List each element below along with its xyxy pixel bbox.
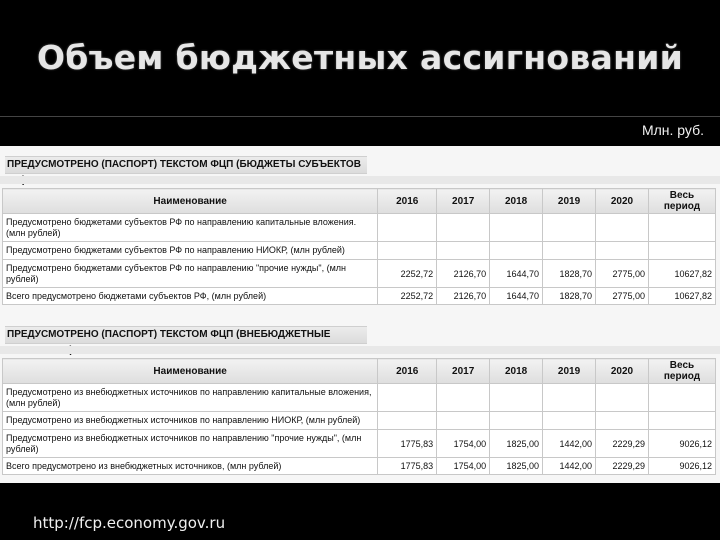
cell bbox=[490, 214, 543, 242]
cell: 1775,83 bbox=[378, 430, 437, 458]
cell: 1828,70 bbox=[543, 260, 596, 288]
cell: 1775,83 bbox=[378, 458, 437, 475]
extrabudgetary-table bbox=[2, 358, 716, 475]
cell: 2252,72 bbox=[378, 288, 437, 305]
column-header: Наименование bbox=[3, 189, 378, 214]
row-name: Всего предусмотрено бюджетами субъектов РФ, (млн рублей) bbox=[3, 288, 378, 305]
row-name: Предусмотрено бюджетами субъектов РФ по направлению капитальные вложения. (млн рублей) bbox=[3, 214, 378, 242]
cell: 1754,00 bbox=[437, 458, 490, 475]
column-header: 2017 bbox=[437, 359, 490, 384]
table-row bbox=[3, 458, 716, 475]
spreadsheet-area bbox=[0, 146, 720, 483]
cell: 9026,12 bbox=[648, 430, 715, 458]
table-header-row bbox=[3, 189, 716, 214]
cell bbox=[648, 214, 715, 242]
cell bbox=[437, 412, 490, 430]
column-header: 2019 bbox=[543, 359, 596, 384]
cell: 2775,00 bbox=[596, 260, 649, 288]
cell bbox=[437, 242, 490, 260]
section-title-extrabudgetary: ПРЕДУСМОТРЕНО (ПАСПОРТ) ТЕКСТОМ ФЦП (ВНЕБЮДЖЕТНЫЕ bbox=[5, 326, 367, 344]
cell bbox=[596, 242, 649, 260]
unit-bar bbox=[0, 116, 720, 146]
cell bbox=[437, 384, 490, 412]
cell bbox=[543, 412, 596, 430]
cell: 1828,70 bbox=[543, 288, 596, 305]
row-name: Всего предусмотрено из внебюджетных источников, (млн рублей) bbox=[3, 458, 378, 475]
cell: 1644,70 bbox=[490, 288, 543, 305]
cell bbox=[490, 242, 543, 260]
column-header: Весь период bbox=[648, 189, 715, 214]
cell: 2126,70 bbox=[437, 288, 490, 305]
slide-title: Объем бюджетных ассигнований bbox=[36, 38, 684, 77]
divider-band bbox=[0, 346, 720, 354]
row-name: Предусмотрено из внебюджетных источников по направлению капитальные вложения, (млн рублей) bbox=[3, 384, 378, 412]
column-header: 2019 bbox=[543, 189, 596, 214]
table-row bbox=[3, 260, 716, 288]
column-header: 2020 bbox=[596, 189, 649, 214]
cell: 1825,00 bbox=[490, 430, 543, 458]
column-header: 2016 bbox=[378, 359, 437, 384]
cell: 10627,82 bbox=[648, 260, 715, 288]
cell: 2229,29 bbox=[596, 430, 649, 458]
cell: 1442,00 bbox=[543, 458, 596, 475]
regional-budget-table bbox=[2, 188, 716, 305]
row-name: Предусмотрено бюджетами субъектов РФ по направлению НИОКР, (млн рублей) bbox=[3, 242, 378, 260]
table-row bbox=[3, 412, 716, 430]
cell: 1644,70 bbox=[490, 260, 543, 288]
column-header: Весь период bbox=[648, 359, 715, 384]
cell bbox=[543, 384, 596, 412]
row-name: Предусмотрено из внебюджетных источников по направлению "прочие нужды", (млн рублей) bbox=[3, 430, 378, 458]
cell: 2229,29 bbox=[596, 458, 649, 475]
cell bbox=[490, 412, 543, 430]
table-header-row bbox=[3, 359, 716, 384]
cell bbox=[437, 214, 490, 242]
table-row bbox=[3, 430, 716, 458]
table-row bbox=[3, 214, 716, 242]
cell: 1754,00 bbox=[437, 430, 490, 458]
cell bbox=[378, 384, 437, 412]
cell bbox=[596, 384, 649, 412]
table-row bbox=[3, 242, 716, 260]
row-name: Предусмотрено из внебюджетных источников по направлению НИОКР, (млн рублей) bbox=[3, 412, 378, 430]
column-header: 2017 bbox=[437, 189, 490, 214]
cell bbox=[378, 412, 437, 430]
cell bbox=[596, 412, 649, 430]
cell bbox=[543, 242, 596, 260]
cell: 9026,12 bbox=[648, 458, 715, 475]
cell: 2252,72 bbox=[378, 260, 437, 288]
source-url: http://fcp.economy.gov.ru bbox=[33, 514, 226, 532]
column-header: Наименование bbox=[3, 359, 378, 384]
divider-band bbox=[0, 176, 720, 184]
cell bbox=[378, 214, 437, 242]
column-header: 2018 bbox=[490, 189, 543, 214]
cell bbox=[648, 384, 715, 412]
column-header: 2020 bbox=[596, 359, 649, 384]
cell: 2126,70 bbox=[437, 260, 490, 288]
cell: 1825,00 bbox=[490, 458, 543, 475]
cell bbox=[543, 214, 596, 242]
column-header: 2016 bbox=[378, 189, 437, 214]
cell bbox=[648, 412, 715, 430]
cell: 1442,00 bbox=[543, 430, 596, 458]
section-title-regional: ПРЕДУСМОТРЕНО (ПАСПОРТ) ТЕКСТОМ ФЦП (БЮДЖЕТЫ СУБЪЕКТОВ bbox=[5, 156, 367, 174]
row-name: Предусмотрено бюджетами субъектов РФ по направлению "прочие нужды", (млн рублей) bbox=[3, 260, 378, 288]
cell bbox=[596, 214, 649, 242]
cell bbox=[648, 242, 715, 260]
cell bbox=[490, 384, 543, 412]
table-row bbox=[3, 288, 716, 305]
cell: 10627,82 bbox=[648, 288, 715, 305]
cell bbox=[378, 242, 437, 260]
table-row bbox=[3, 384, 716, 412]
cell: 2775,00 bbox=[596, 288, 649, 305]
column-header: 2018 bbox=[490, 359, 543, 384]
unit-label: Млн. руб. bbox=[641, 122, 704, 138]
